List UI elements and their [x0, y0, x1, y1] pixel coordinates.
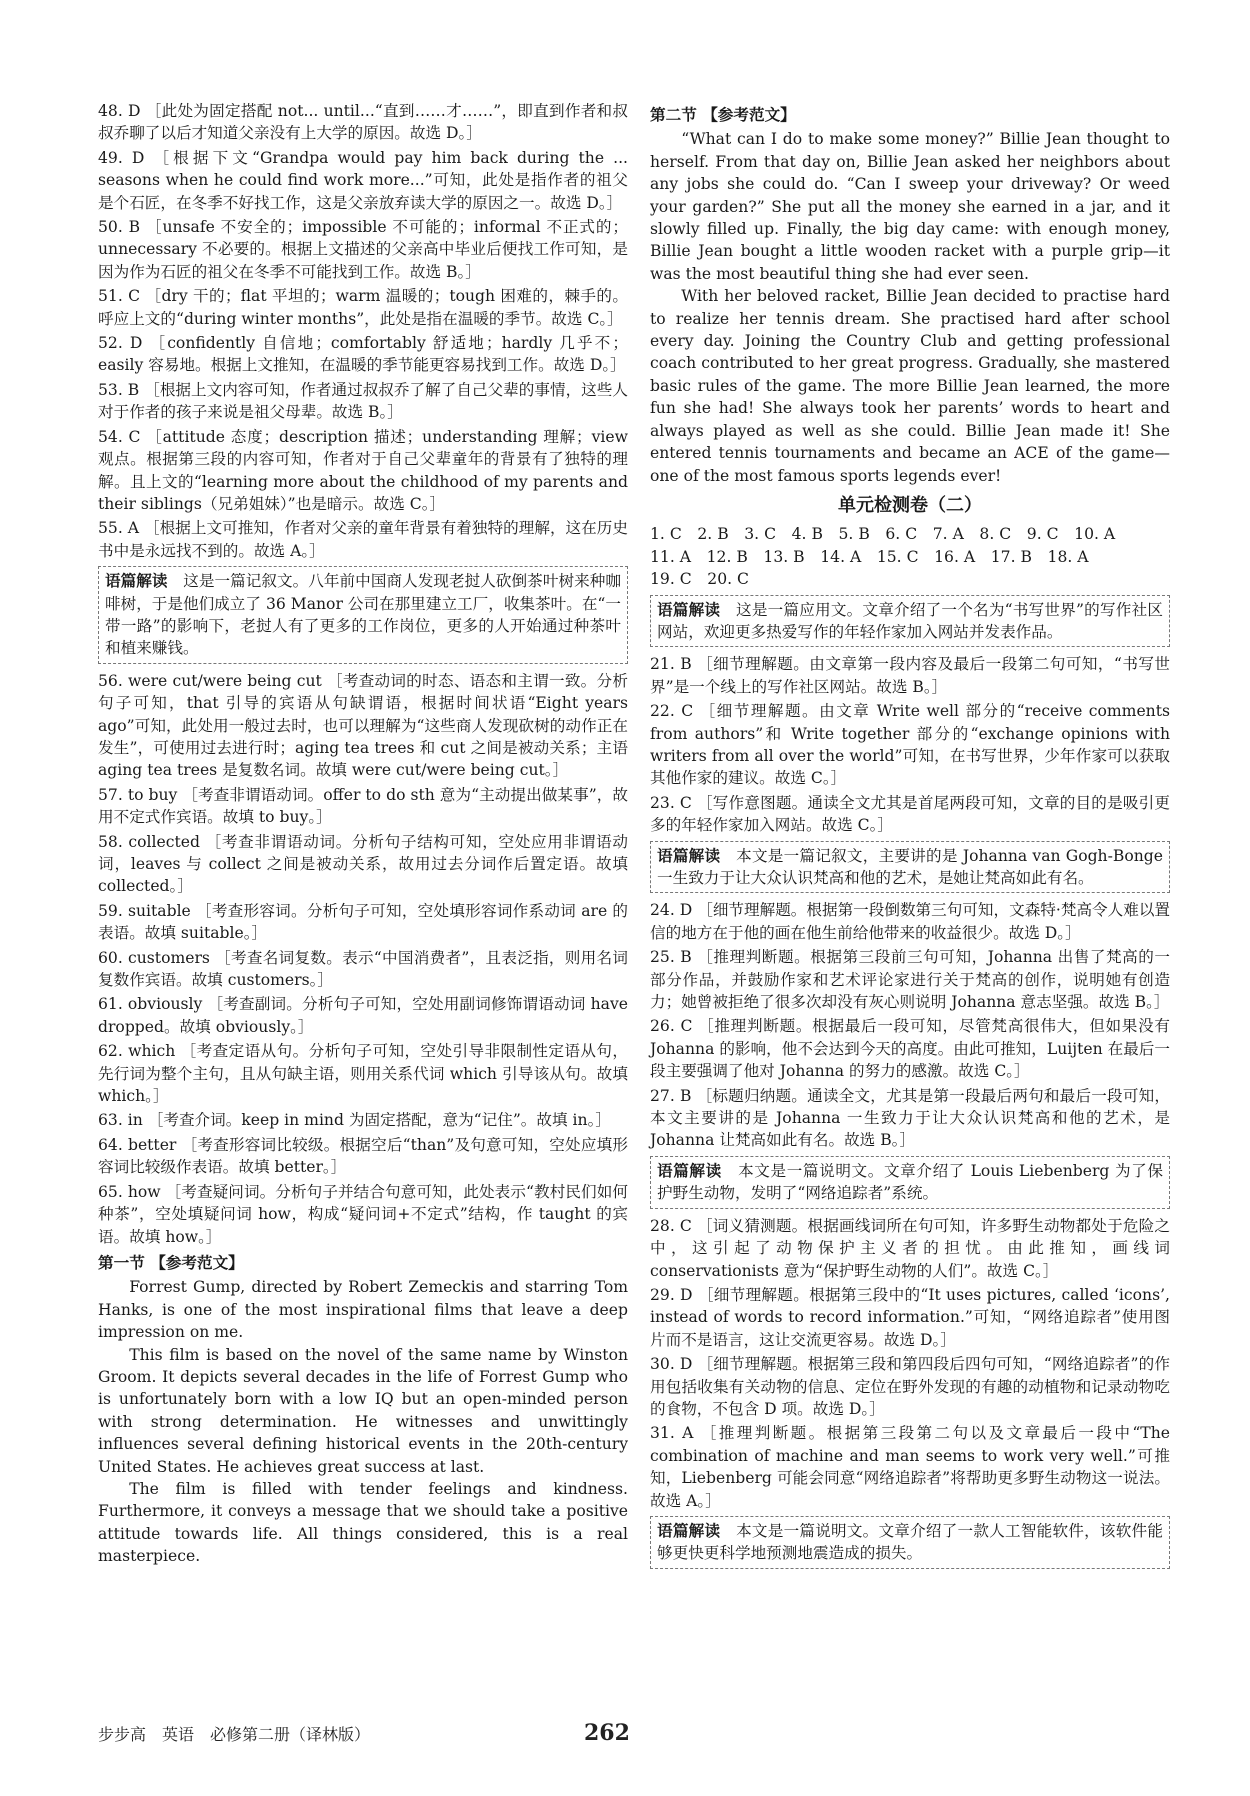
answer-explanation: ［unsafe 不安全的；impossible 不可能的；informal 不正式的；unnecessary 不必要的。根据上文描述的父亲高中毕业后便找工作可知，是因为作为石匠的祖父在冬季不可能找到工作。故选 B。］: [98, 218, 628, 281]
answer-key-line: 1. C 2. B 3. C 4. B 5. B 6. C 7. A 8. C 9. C 10. A: [650, 525, 1116, 544]
answer-number: 62. which: [98, 1042, 176, 1061]
answer-item: [98, 1134, 628, 1179]
answer-number: 65. how: [98, 1182, 161, 1201]
answer-explanation: ［考查副词。分析句子可知，空处用副词修饰谓语动词 have dropped。故填 obviously。］: [98, 995, 628, 1036]
answer-list-21-23: [650, 653, 1170, 836]
answer-explanation: ［考查动词的时态、语态和主谓一致。分析句子可知，that 引导的宾语从句缺谓语，根据时间状语“Eight years ago”可知，此处用一般过去时，也可以理解为“这些商人发现砍树的动作正在发生”，可使用过去进行时；aging tea trees 和 cut 之间是被动关系；主语 aging tea trees 是复数名词。故填 were cut/were being cut。］: [98, 671, 628, 780]
answer-item: [98, 1109, 628, 1131]
answer-explanation: ［写作意图题。通读全文尤其是首尾两段可知，文章的目的是吸引更多的年轻作家加入网站。故选 C。］: [650, 793, 1170, 835]
answer-key-line: 19. C 20. C: [650, 570, 749, 589]
answer-explanation: ［标题归纳题。通读全文，尤其是第一段最后两句和最后一段可知，本文主要讲的是 Johanna 一生致力于让大众认识梵高和他的艺术，是 Johanna 让梵高如此有名。故选 B。］: [650, 1086, 1170, 1150]
unit-title: 单元检测卷（二）: [838, 494, 982, 516]
answer-explanation: ［词义猜测题。根据画线词所在句可知，许多野生动物都处于危险之中，这引起了动物保护主义者的担忧。由此推知，画线词 conservationists 意为“保护野生动物的人们”。故选 C。］: [650, 1216, 1170, 1280]
answer-list-48-55: [98, 100, 628, 562]
answer-list-28-31: [650, 1215, 1170, 1512]
answer-list-24-27: [650, 899, 1170, 1151]
answer-number: 57. to buy: [98, 785, 178, 804]
answer-explanation: ［考查定语从句。分析句子可知，空处引导非限制性定语从句，先行词为整个主句，且从句缺主语，则用关系代词 which 引导该从句。故填 which。］: [98, 1042, 628, 1106]
answer-item: [650, 700, 1170, 790]
model-essay-1: [98, 1276, 628, 1567]
answer-explanation: ［细节理解题。由文章 Write well 部分的“receive comments from authors”和 Write together 部分的“exchange opinions with writers from all over the world”可知，在书写世界，少年作家可以获取其他作家的建议。故选 C。］: [650, 702, 1170, 788]
answer-explanation: ［dry 干的；flat 平坦的；warm 温暖的；tough 困难的，棘手的。呼应上文的“during winter months”，此处是指在温暖的季节。故选 C。］: [98, 287, 628, 328]
answer-explanation: ［考查介词。keep in mind 为固定搭配，意为“记住”。故填 in。］: [147, 1111, 611, 1130]
answer-explanation: ［细节理解题。根据第一段倒数第三句可知，文森特·梵高令人难以置信的地方在于他的画在他生前给他带来的收益很少。故选 D。］: [650, 901, 1171, 942]
answer-explanation: ［confidently 自信地；comfortably 舒适地；hardly 几乎不；easily 容易地。根据上文推知，在温暖的季节能更容易找到工作。故选 D。］: [98, 334, 628, 375]
answer-explanation: ［细节理解题。由文章第一段内容及最后一段第二句可知，“书写世界”是一个线上的写作社区网站。故选 B。］: [650, 655, 1170, 696]
answer-item: [98, 517, 628, 562]
answer-explanation: ［细节理解题。根据第三段中的“It uses pictures, called ‘icons’, instead of words to record information.”可知，“网络追踪者”使用图片而不是语言，这让交流更容易。故选 D。］: [650, 1285, 1170, 1349]
answer-explanation: ［根据下文“Grandpa would pay him back during the ... seasons when he could find work more...”可知，此处是指作者的祖父是个石匠，在冬季不好找工作，这是父亲放弃读大学的原因之一。故选 D。］: [98, 148, 628, 212]
answer-item: [98, 332, 628, 377]
answer-number: 48. D: [98, 102, 141, 120]
answer-item: [98, 1040, 628, 1107]
answer-number: 53. B: [98, 380, 140, 399]
answer-number: 63. in: [98, 1111, 143, 1130]
answer-item: [98, 216, 628, 283]
answer-item: [98, 379, 628, 424]
essay-paragraph: With her beloved racket, Billie Jean decided to practise hard to realize her tennis dream. She practised hard after school every day. Joining the Country Club and getting professional coach contributed to her great progress. Gradually, she mastered basic rules of the game. The more Billie Jean learned, the more fun she had! She always took her parents’ words to heart and always played as well as she could. Billie Jean made it! She entered tennis tournaments and became an ACE of the game—one of the most famous sports legends ever!: [650, 287, 1170, 485]
answer-explanation: ［考查形容词。分析句子可知，空处填形容词作系动词 are 的表语。故填 suitable。］: [98, 901, 628, 943]
answer-number: 22. C: [650, 702, 694, 721]
answer-number: 64. better: [98, 1135, 177, 1154]
answer-item: [98, 831, 628, 898]
answer-item: [650, 946, 1170, 1013]
answer-number: 49. D: [98, 148, 145, 167]
answer-explanation: ［根据上文可推知，作者对父亲的童年背景有着独特的理解，这在历史书中是永远找不到的。故选 A。］: [98, 519, 628, 560]
answer-number: 56. were cut/were being cut: [98, 671, 322, 690]
answer-explanation: ［考查非谓语动词。offer to do sth 意为“主动提出做某事”，故用不定式作宾语。故填 to buy。］: [98, 785, 628, 827]
answer-number: 25. B: [650, 948, 692, 967]
answer-item: [650, 1085, 1170, 1152]
answer-item: [650, 1284, 1170, 1351]
answer-explanation: ［推理判断题。根据第三段第二句以及文章最后一段中“The combination of machine and man seems to work very well.”可推知，Liebenberg 可能会同意“网络追踪者”将帮助更多野生动物这一说法。故选 A。］: [650, 1424, 1170, 1510]
answer-explanation: ［推理判断题。根据第三段前三句可知，Johanna 出售了梵高的一部分作品，并鼓励作家和艺术评论家进行关于梵高的创作，说明她有创造力；她曾被拒绝了很多次却没有灰心则说明 Johanna 意志坚强。故选 B。］: [650, 948, 1170, 1012]
answer-number: 54. C: [98, 427, 141, 446]
answer-number: 59. suitable: [98, 901, 191, 920]
left-column: [98, 100, 628, 1568]
answer-number: 55. A: [98, 519, 140, 538]
answer-list-56-65: [98, 670, 628, 1248]
answer-number: 31. A: [650, 1424, 694, 1443]
book-title: 步步高 英语 必修第二册（译林版）: [98, 1725, 371, 1744]
answer-item: [98, 993, 628, 1038]
answer-item: [650, 1015, 1170, 1082]
answer-number: 50. B: [98, 218, 141, 237]
section-heading: 第二节 【参考范文】: [650, 105, 796, 124]
essay-paragraph: This film is based on the novel of the same name by Winston Groom. It depicts several decades in the life of Forrest Gump who is unfortunately born with a low IQ but an open-minded person with strong determination. He witnesses and unwittingly influences several defining historical events in the 20th-century United States. He achieves great success at last.: [98, 1345, 628, 1476]
answer-number: 58. collected: [98, 832, 200, 851]
answer-item: [98, 900, 628, 945]
right-column: [650, 100, 1170, 1575]
answer-number: 29. D: [650, 1285, 693, 1304]
answer-item: [98, 147, 628, 214]
essay-paragraph: “What can I do to make some money?” Billie Jean thought to herself. From that day on, Billie Jean asked her neighbors about any jobs she could do. “Can I sweep your driveway? Or weed your garden?” She put all the money she earned in a jar, and it slowly filled up. Finally, the big day came: with enough money, Billie Jean bought a little wooden racket with a purple grip—it was the most beautiful thing she had ever seen.: [650, 130, 1170, 283]
answer-key: [650, 523, 1170, 590]
answer-number: 21. B: [650, 655, 692, 674]
answer-explanation: ［考查形容词比较级。根据空后“than”及句意可知，空处应填形容词比较级作表语。故填 better。］: [98, 1135, 629, 1177]
answer-number: 27. B: [650, 1086, 692, 1105]
model-essay-2: [650, 128, 1170, 487]
section-heading: 第一节 【参考范文】: [98, 1252, 244, 1272]
answer-item: [98, 1181, 628, 1248]
answer-number: 28. C: [650, 1216, 692, 1235]
answer-number: 60. customers: [98, 948, 210, 967]
answer-explanation: ［推理判断题。根据最后一段可知，尽管梵高很伟大，但如果没有 Johanna 的影响，他不会达到今天的高度。由此可推知，Luijten 在最后一段主要强调了他对 Johanna 的努力的感激。故选 C。］: [650, 1017, 1170, 1081]
answer-number: 23. C: [650, 793, 692, 812]
page-number: 262: [584, 1720, 630, 1746]
answer-item: [98, 100, 628, 145]
answer-item: [650, 1353, 1170, 1420]
answer-number: 61. obviously: [98, 995, 203, 1014]
answer-item: [650, 1422, 1170, 1512]
passage-note: 语篇解读 这是一篇记叙文。八年前中国商人发现老挝人砍倒茶叶树来种咖啡树，于是他们成立了 36 Manor 公司在那里建立工厂，收集茶叶。在“一带一路”的影响下，老挝人有了更多的工作岗位，更多的人开始通过种茶叶和植来赚钱。: [98, 566, 628, 664]
answer-explanation: ［此处为固定搭配 not... until...“直到……才……”，即直到作者和叔叔乔聊了以后才知道父亲没有上大学的原因。故选 D。］: [98, 102, 628, 143]
answer-explanation: ［考查名词复数。表示“中国消费者”，且表泛指，则用名词复数作宾语。故填 customers。］: [98, 948, 628, 990]
passage-note: 语篇解读 本文是一篇记叙文，主要讲的是 Johanna van Gogh-Bonge 一生致力于让大众认识梵高和他的艺术，是她让梵高如此有名。: [650, 841, 1170, 894]
answer-item: [98, 285, 628, 330]
answer-item: [98, 426, 628, 516]
answer-item: [98, 947, 628, 992]
answer-item: [98, 670, 628, 782]
answer-item: [650, 792, 1170, 837]
passage-note: 语篇解读 本文是一篇说明文。文章介绍了 Louis Liebenberg 为了保护野生动物，发明了“网络追踪者”系统。: [650, 1156, 1170, 1209]
answer-number: 51. C: [98, 287, 141, 306]
answer-explanation: ［细节理解题。根据第三段和第四段后四句可知，“网络追踪者”的作用包括收集有关动物的信息、定位在野外发现的有趣的动植物和记录动物吃的食物，不包含 D 项。故选 D。］: [650, 1355, 1170, 1418]
answer-number: 26. C: [650, 1017, 693, 1036]
answer-item: [650, 899, 1170, 944]
answer-explanation: ［attitude 态度；description 描述；understanding 理解；view 观点。根据第三段的内容可知，作者对于自己父辈童年的背景有了独特的理解。且上文的“learning more about the childhood of my parents and their siblings（兄弟姐妹）”也是暗示。故选 C。］: [98, 427, 628, 513]
passage-note: 语篇解读 这是一篇应用文。文章介绍了一个名为“书写世界”的写作社区网站，欢迎更多热爱写作的年轻作家加入网站并发表作品。: [650, 595, 1170, 648]
answer-explanation: ［考查疑问词。分析句子并结合句意可知，此处表示“教村民们如何种茶”，空处填疑问词 how，构成“疑问词+不定式”结构，作 taught 的宾语。故填 how。］: [98, 1182, 628, 1246]
answer-number: 24. D: [650, 901, 693, 920]
answer-item: [650, 1215, 1170, 1282]
answer-explanation: ［考查非谓语动词。分析句子结构可知，空处应用非谓语动词，leaves 与 collect 之间是被动关系，故用过去分词作后置定语。故填 collected。］: [98, 832, 628, 896]
answer-explanation: ［根据上文内容可知，作者通过叔叔乔了解了自己父辈的事情，这些人对于作者的孩子来说是祖父母辈。故选 B。］: [98, 380, 628, 422]
essay-paragraph: The film is filled with tender feelings and kindness. Furthermore, it conveys a message that we should take a positive attitude towards life. All things considered, this is a real masterpiece.: [98, 1479, 628, 1566]
answer-key-line: 11. A 12. B 13. B 14. A 15. C 16. A 17. B 18. A: [650, 547, 1089, 566]
answer-item: [98, 784, 628, 829]
answer-number: 52. D: [98, 334, 143, 353]
answer-item: [650, 653, 1170, 698]
passage-note: 语篇解读 本文是一篇说明文。文章介绍了一款人工智能软件，该软件能够更快更科学地预测地震造成的损失。: [650, 1516, 1170, 1569]
essay-paragraph: Forrest Gump, directed by Robert Zemeckis and starring Tom Hanks, is one of the most inspirational films that leave a deep impression on me.: [98, 1278, 628, 1342]
answer-number: 30. D: [650, 1355, 693, 1374]
